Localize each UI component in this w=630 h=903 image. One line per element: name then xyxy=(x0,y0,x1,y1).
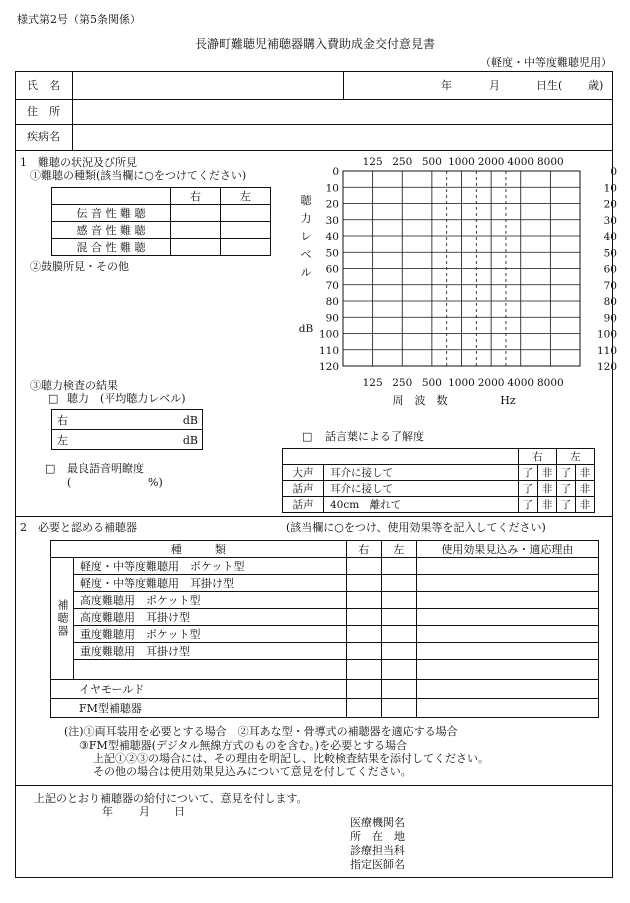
x-tick-label: 4000 xyxy=(507,377,535,389)
test-result-heading: ③聴力検査の結果 xyxy=(30,379,118,392)
device-left-cell[interactable] xyxy=(381,626,416,643)
fm-device-row: FM型補聴器 xyxy=(51,699,347,718)
y-tick-label: 110 xyxy=(596,344,617,357)
device-type: 重度難聴用 ポケット型 xyxy=(74,626,347,643)
device-effect-cell[interactable] xyxy=(416,558,598,575)
right-label: 右 xyxy=(57,414,68,427)
department-label: 診療担当科 xyxy=(350,844,405,857)
device-left-cell[interactable] xyxy=(381,609,416,626)
col-left: 左 xyxy=(381,541,416,558)
device-right-cell[interactable] xyxy=(346,660,381,680)
divider xyxy=(16,124,612,125)
audiogram-chart xyxy=(290,150,620,412)
discrimination-open: ( xyxy=(67,476,72,489)
x-tick-label: 1000 xyxy=(448,156,475,168)
form-title: 長瀞町難聴児補聴器購入費助成金交付意見書 xyxy=(194,37,435,51)
divider xyxy=(16,785,612,786)
name-label: 氏 名 xyxy=(27,79,60,92)
condition-cell: 耳介に接して xyxy=(324,465,519,481)
hearing-right-cell[interactable] xyxy=(52,410,203,430)
type-conductive: 伝 音 性 難 聴 xyxy=(52,205,171,222)
device-right-cell[interactable] xyxy=(346,609,381,626)
y-tick-label: 40 xyxy=(325,231,339,243)
not-understood-option[interactable]: 非 xyxy=(575,497,594,513)
y-tick-label: 50 xyxy=(603,247,617,260)
device-effect-cell[interactable] xyxy=(416,626,598,643)
y-axis-label: レ xyxy=(300,230,312,243)
discrimination-checkbox[interactable]: □ xyxy=(45,462,56,475)
condition-cell: 耳介に接して xyxy=(324,481,519,497)
address-field[interactable] xyxy=(74,101,608,123)
hearing-level-label: 聴力 (平均聴力レベル) xyxy=(67,392,186,405)
device-right-cell[interactable] xyxy=(346,699,381,718)
divider xyxy=(16,516,612,517)
x-tick-label: 8000 xyxy=(537,377,564,389)
hearing-type-table xyxy=(51,187,271,256)
understood-option[interactable]: 了 xyxy=(556,497,575,513)
date-year-label: 年 xyxy=(102,805,113,818)
device-effect-cell[interactable] xyxy=(416,575,598,592)
x-tick-label: 2000 xyxy=(477,156,505,168)
hearing-left-cell[interactable] xyxy=(52,430,203,450)
volume-cell: 大声 xyxy=(283,465,324,481)
device-left-cell[interactable] xyxy=(381,643,416,660)
note-line: その他の場合は使用効果見込みについて意見を付してください。 xyxy=(93,765,412,778)
form-number: 様式第2号（第5条関係） xyxy=(17,13,141,26)
device-effect-cell[interactable] xyxy=(416,660,598,680)
location-label: 所 在 地 xyxy=(350,830,405,843)
device-left-cell[interactable] xyxy=(381,699,416,718)
disease-label: 疾病名 xyxy=(27,130,60,143)
birth-month-label: 月 xyxy=(489,79,500,92)
y-tick-label: 90 xyxy=(325,312,339,325)
condition-cell: 40cm 離れて xyxy=(324,497,519,513)
section2-note: (該当欄に○をつけ、使用効果等を記入してください) xyxy=(286,521,546,534)
volume-cell: 話声 xyxy=(283,497,324,513)
birth-year-label: 年 xyxy=(441,79,452,92)
device-type: 重度難聴用 耳掛け型 xyxy=(74,643,347,660)
y-tick-label: 10 xyxy=(325,182,339,195)
col-right: 右 xyxy=(346,541,381,558)
x-axis-unit: Hz xyxy=(500,394,516,407)
y-tick-label: 20 xyxy=(325,198,339,211)
footer-statement: 上記のとおり補聴器の給付について、意見を付します。 xyxy=(34,792,308,805)
y-tick-label: 30 xyxy=(325,214,339,227)
y-tick-label: 120 xyxy=(596,361,617,373)
not-understood-option[interactable]: 非 xyxy=(575,481,594,497)
y-axis-label: ベ xyxy=(300,248,312,261)
x-tick-label: 250 xyxy=(392,377,413,389)
address-label: 住 所 xyxy=(27,105,60,118)
y-axis-label: 聴 xyxy=(300,194,312,207)
note-line: 上記①②③の場合には、その理由を明記し、比較検査結果を添付してください。 xyxy=(93,752,489,765)
y-tick-label: 50 xyxy=(325,247,339,260)
y-tick-label: 90 xyxy=(603,312,617,325)
note-line: (注)①両耳装用を必要とする場合 ②耳あな型・骨導式の補聴器を適応する場合 xyxy=(64,725,458,738)
x-tick-label: 8000 xyxy=(537,156,564,168)
y-tick-label: 30 xyxy=(603,214,617,227)
device-right-cell[interactable] xyxy=(346,592,381,609)
not-understood-option[interactable]: 非 xyxy=(575,465,594,481)
device-right-cell[interactable] xyxy=(346,575,381,592)
y-tick-label: 70 xyxy=(603,279,617,292)
device-type xyxy=(74,660,347,680)
hearing-type-heading: ①難聴の種類(該当欄に○をつけてください) xyxy=(30,169,247,182)
device-effect-cell[interactable] xyxy=(416,592,598,609)
section1-heading: 1 難聴の状況及び所見 xyxy=(20,156,137,169)
x-axis-label: 周 波 数 xyxy=(392,394,448,407)
device-effect-cell[interactable] xyxy=(416,680,598,699)
device-type: 軽度・中等度難聴用 耳掛け型 xyxy=(74,575,347,592)
col-effect: 使用効果見込み・適応理由 xyxy=(416,541,598,558)
y-tick-label: 40 xyxy=(603,231,617,243)
device-type: 軽度・中等度難聴用 ポケット型 xyxy=(74,558,347,575)
date-month-label: 月 xyxy=(139,805,150,818)
divider xyxy=(16,99,612,100)
y-axis-label: ル xyxy=(300,266,312,279)
divider xyxy=(343,72,344,99)
type-cell[interactable] xyxy=(171,222,221,239)
db-unit: dB xyxy=(182,434,198,447)
type-cell[interactable] xyxy=(171,205,221,222)
device-group-label: 補聴器 xyxy=(51,558,74,680)
understood-option[interactable]: 了 xyxy=(518,465,537,481)
device-right-cell[interactable] xyxy=(346,558,381,575)
type-sensorineural: 感 音 性 難 聴 xyxy=(52,222,171,239)
type-cell[interactable] xyxy=(221,239,271,256)
device-table xyxy=(50,540,599,718)
left-label: 左 xyxy=(57,434,68,447)
not-understood-option[interactable]: 非 xyxy=(537,497,556,513)
device-left-cell[interactable] xyxy=(381,680,416,699)
device-left-cell[interactable] xyxy=(381,660,416,680)
device-left-cell[interactable] xyxy=(381,592,416,609)
disease-field[interactable] xyxy=(74,126,608,148)
type-cell[interactable] xyxy=(221,222,271,239)
y-tick-label: 80 xyxy=(603,296,617,308)
device-effect-cell[interactable] xyxy=(416,609,598,626)
understood-option[interactable]: 了 xyxy=(556,481,575,497)
note-line: ③FM型補聴器(デジタル無線方式のものを含む。)を必要とする場合 xyxy=(79,739,408,752)
device-type: 高度難聴用 耳掛け型 xyxy=(74,609,347,626)
divider xyxy=(72,72,73,150)
y-tick-label: 60 xyxy=(603,263,617,276)
discrimination-label: 最良語音明瞭度 xyxy=(67,462,144,475)
x-tick-label: 4000 xyxy=(507,156,535,168)
institution-label: 医療機関名 xyxy=(350,816,405,829)
col-right: 右 xyxy=(518,449,556,465)
speech-checkbox[interactable]: □ xyxy=(302,430,313,443)
y-tick-label: 20 xyxy=(603,198,617,211)
y-tick-label: 100 xyxy=(318,328,339,341)
blank-cell xyxy=(52,188,171,205)
y-tick-label: 10 xyxy=(603,182,617,195)
col-left: 左 xyxy=(221,188,271,205)
device-left-cell[interactable] xyxy=(381,558,416,575)
discrimination-unit: %) xyxy=(148,476,163,489)
y-axis-label: 力 xyxy=(300,212,312,225)
y-tick-label: 110 xyxy=(318,344,339,357)
not-understood-option[interactable]: 非 xyxy=(537,481,556,497)
eardrum-heading: ②鼓膜所見・その他 xyxy=(30,260,129,273)
y-tick-label: 70 xyxy=(325,279,339,292)
device-type: 高度難聴用 ポケット型 xyxy=(74,592,347,609)
volume-cell: 話声 xyxy=(283,481,324,497)
name-field[interactable] xyxy=(74,73,342,98)
y-tick-label: 0 xyxy=(332,166,339,178)
x-tick-label: 125 xyxy=(362,377,383,389)
y-axis-unit: dB xyxy=(298,323,314,335)
y-tick-label: 60 xyxy=(325,263,339,276)
x-tick-label: 250 xyxy=(392,156,413,168)
y-tick-label: 80 xyxy=(325,296,339,308)
not-understood-option[interactable]: 非 xyxy=(537,465,556,481)
speech-table xyxy=(282,448,595,513)
type-cell[interactable] xyxy=(171,239,221,256)
section2-heading: 2 必要と認める補聴器 xyxy=(20,521,137,534)
x-tick-label: 1000 xyxy=(448,377,475,389)
col-right: 右 xyxy=(171,188,221,205)
device-right-cell[interactable] xyxy=(346,680,381,699)
date-day-label: 日 xyxy=(174,805,185,818)
hearing-level-table xyxy=(51,409,203,450)
doctor-label: 指定医師名 xyxy=(350,858,405,871)
x-tick-label: 500 xyxy=(421,377,442,389)
hearing-checkbox[interactable]: □ xyxy=(48,392,59,405)
x-tick-label: 2000 xyxy=(477,377,505,389)
understood-option[interactable]: 了 xyxy=(518,481,537,497)
y-tick-label: 0 xyxy=(610,166,617,178)
device-effect-cell[interactable] xyxy=(416,643,598,660)
blank-cell xyxy=(283,449,519,465)
age-label: 歳) xyxy=(588,79,604,92)
col-type: 種 類 xyxy=(51,541,347,558)
device-left-cell[interactable] xyxy=(381,575,416,592)
device-right-cell[interactable] xyxy=(346,626,381,643)
x-tick-label: 500 xyxy=(421,156,442,168)
birth-day-label: 日生( xyxy=(536,79,563,92)
x-tick-label: 125 xyxy=(362,156,383,168)
speech-heading: 話言葉による了解度 xyxy=(325,430,424,443)
y-tick-label: 120 xyxy=(318,361,339,373)
device-effect-cell[interactable] xyxy=(416,699,598,718)
device-right-cell[interactable] xyxy=(346,643,381,660)
understood-option[interactable]: 了 xyxy=(556,465,575,481)
col-left: 左 xyxy=(556,449,594,465)
earmold-row: イヤモールド xyxy=(51,680,347,699)
y-tick-label: 100 xyxy=(596,328,617,341)
form-subtitle: （軽度・中等度難聴児用） xyxy=(480,56,612,69)
understood-option[interactable]: 了 xyxy=(518,497,537,513)
type-cell[interactable] xyxy=(221,205,271,222)
type-mixed: 混 合 性 難 聴 xyxy=(52,239,171,256)
db-unit: dB xyxy=(182,414,198,427)
